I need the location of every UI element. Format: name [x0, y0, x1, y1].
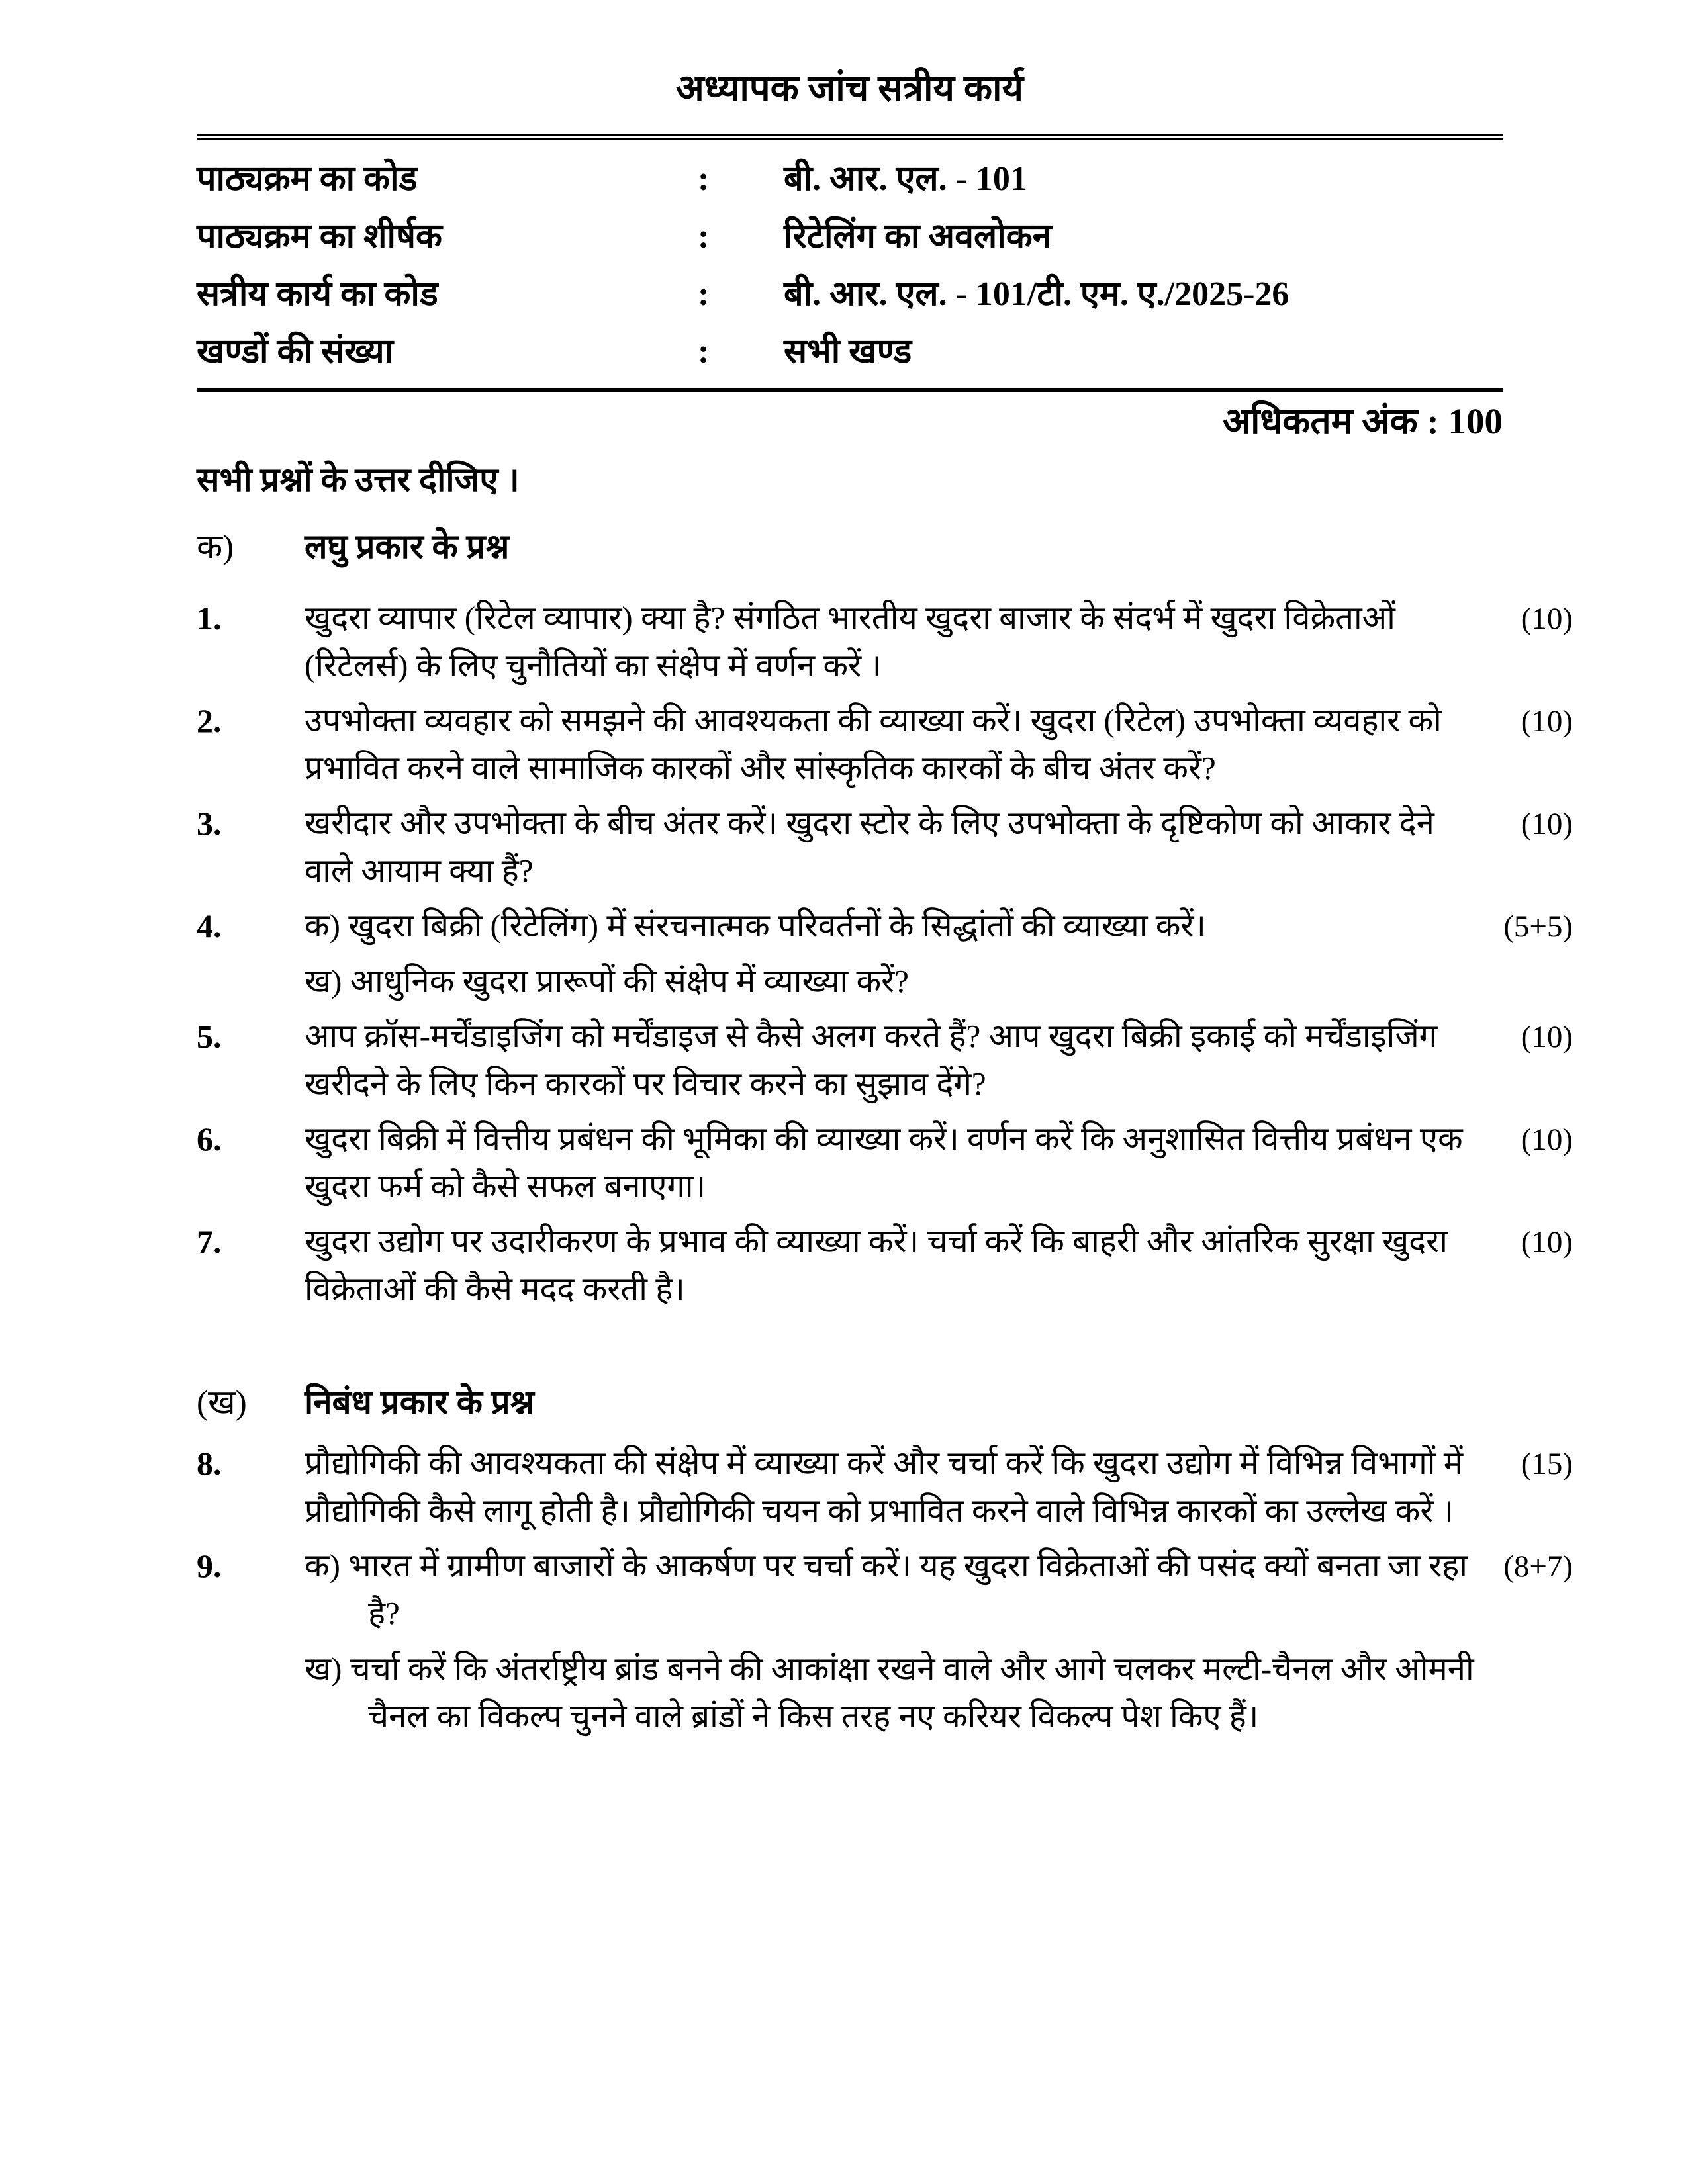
question-text: [305, 902, 1477, 1005]
section-heading-short-questions: [197, 523, 1573, 572]
question-text: [305, 594, 1477, 690]
question-number: 9.: [197, 1547, 222, 1584]
question-marks: (10): [1521, 1122, 1573, 1157]
question-number: 4.: [197, 907, 222, 944]
question-number: 3.: [197, 805, 222, 842]
meta-row-course-title: [197, 208, 1503, 265]
section-id: क): [197, 529, 234, 566]
meta-value: बी. आर. एल. - 101: [784, 160, 1027, 198]
question-text: [305, 697, 1477, 792]
page-content: [197, 61, 1573, 1748]
question-part-b: ख) चर्चा करें कि अंतर्राष्ट्रीय ब्रांड बनने की आकांक्षा रखने वाले और आगे चलकर मल्टी-चैनल और ओमनी चैनल का विकल्प चुनने वाले ब्रांडों ने किस तरह नए करियर विकल्प पेश किए हैं।: [305, 1651, 1474, 1735]
section-heading-essay-questions: [197, 1379, 1573, 1428]
question-number: 8.: [197, 1445, 222, 1482]
question-number: 1.: [197, 600, 222, 637]
question-part-a: क) भारत में ग्रामीण बाजारों के आकर्षण पर चर्चा करें। यह खुदरा विक्रेताओं की पसंद क्यों बनता जा रहा है?: [305, 1547, 1468, 1631]
question-row-7: [197, 1218, 1573, 1313]
header-rule-top: [197, 134, 1503, 140]
question-text: [305, 1542, 1477, 1741]
meta-value: रिटेलिंग का अवलोकन: [784, 218, 1052, 255]
meta-row-blocks-count: [197, 323, 1503, 381]
question-row-1: [197, 594, 1573, 690]
question-row-8: [197, 1439, 1573, 1535]
question-row-5: [197, 1013, 1573, 1108]
question-part: खरीदार और उपभोक्ता के बीच अंतर करें। खुदरा स्टोर के लिए उपभोक्ता के दृष्टिकोण को आकार देने वाले आयाम क्या हैं?: [305, 805, 1434, 889]
section-label: निबंध प्रकार के प्रश्न: [305, 1385, 534, 1422]
question-row-3: [197, 799, 1573, 895]
meta-colon: :: [698, 333, 710, 371]
course-meta-block: [197, 150, 1503, 381]
question-part-b: ख) आधुनिक खुदरा प्रारूपों की संक्षेप में व्याख्या करें?: [305, 963, 909, 999]
question-text: [305, 1013, 1477, 1108]
question-row-4: [197, 902, 1573, 1005]
question-number: 5.: [197, 1018, 222, 1055]
question-part: खुदरा बिक्री में वित्तीय प्रबंधन की भूमिका की व्याख्या करें। वर्णन करें कि अनुशासित वित्तीय प्रबंधन एक खुदरा फर्म को कैसे सफल बनाएगा।: [305, 1120, 1463, 1205]
question-marks: (15): [1521, 1447, 1573, 1481]
question-text: [305, 1115, 1477, 1210]
meta-label: पाठ्यक्रम का शीर्षक: [197, 218, 442, 255]
question-text: [305, 1218, 1477, 1313]
meta-colon: :: [698, 218, 710, 255]
meta-value: सभी खण्ड: [784, 333, 912, 371]
question-marks: (10): [1521, 1020, 1573, 1054]
meta-label: पाठ्यक्रम का कोड: [197, 160, 418, 198]
question-part: प्रौद्योगिकी की आवश्यकता की संक्षेप में व्याख्या करें और चर्चा करें कि खुदरा उद्योग में विभिन्न विभागों में प्रौद्योगिकी कैसे लागू होती है। प्रौद्योगिकी चयन को प्रभावित करने वाले विभिन्न कारकों का उल्लेख करें ।: [305, 1445, 1464, 1529]
question-number: 7.: [197, 1223, 222, 1260]
question-text: [305, 1439, 1477, 1535]
question-marks: (10): [1521, 807, 1573, 841]
header-rule-bottom: [197, 388, 1503, 392]
question-number: 2.: [197, 702, 222, 739]
section-label: लघु प्रकार के प्रश्न: [305, 529, 510, 566]
meta-row-assignment-code: [197, 265, 1503, 323]
meta-value: बी. आर. एल. - 101/टी. एम. ए./2025-26: [784, 275, 1289, 313]
question-part: आप क्रॉस-मर्चेंडाइजिंग को मर्चेंडाइज से कैसे अलग करते हैं? आप खुदरा बिक्री इकाई को मर्चेंडाइजिंग खरीदने के लिए किन कारकों पर विचार करने का सुझाव देंगे?: [305, 1018, 1438, 1102]
question-marks: (10): [1521, 704, 1573, 739]
question-marks: (8+7): [1503, 1549, 1573, 1584]
question-marks: (10): [1521, 602, 1573, 636]
question-marks: (5+5): [1503, 909, 1573, 944]
question-part-a: क) खुदरा बिक्री (रिटेलिंग) में संरचनात्मक परिवर्तनों के सिद्धांतों की व्याख्या करें।: [305, 907, 1207, 944]
meta-colon: :: [698, 275, 710, 313]
question-text: [305, 799, 1477, 895]
max-marks: अधिकतम अंक : 100: [1223, 401, 1503, 441]
question-part: उपभोक्ता व्यवहार को समझने की आवश्यकता की व्याख्या करें। खुदरा (रिटेल) उपभोक्ता व्यवहार को प्रभावित करने वाले सामाजिक कारकों और सांस्कृतिक कारकों के बीच अंतर करें?: [305, 702, 1442, 786]
meta-label: खण्डों की संख्या: [197, 333, 394, 371]
meta-label: सत्रीय कार्य का कोड: [197, 275, 438, 313]
question-part: खुदरा उद्योग पर उदारीकरण के प्रभाव की व्याख्या करें। चर्चा करें कि बाहरी और आंतरिक सुरक्षा खुदरा विक्रेताओं की कैसे मदद करती है।: [305, 1223, 1448, 1307]
instruction: सभी प्रश्नों के उत्तर दीजिए ।: [197, 462, 520, 499]
section-id: (ख): [197, 1385, 247, 1422]
meta-row-course-code: [197, 150, 1503, 208]
question-part: खुदरा व्यापार (रिटेल व्यापार) क्या है? संगठित भारतीय खुदरा बाजार के संदर्भ में खुदरा विक्रेताओं (रिटेलर्स) के लिए चुनौतियों का संक्षेप में वर्णन करें ।: [305, 600, 1395, 684]
meta-colon: :: [698, 160, 710, 198]
question-row-2: [197, 697, 1573, 792]
page-title: अध्यापक जांच सत्रीय कार्य: [676, 68, 1023, 109]
question-marks: (10): [1521, 1225, 1573, 1259]
question-row-6: [197, 1115, 1573, 1210]
question-number: 6.: [197, 1120, 222, 1158]
question-row-9: [197, 1542, 1573, 1741]
